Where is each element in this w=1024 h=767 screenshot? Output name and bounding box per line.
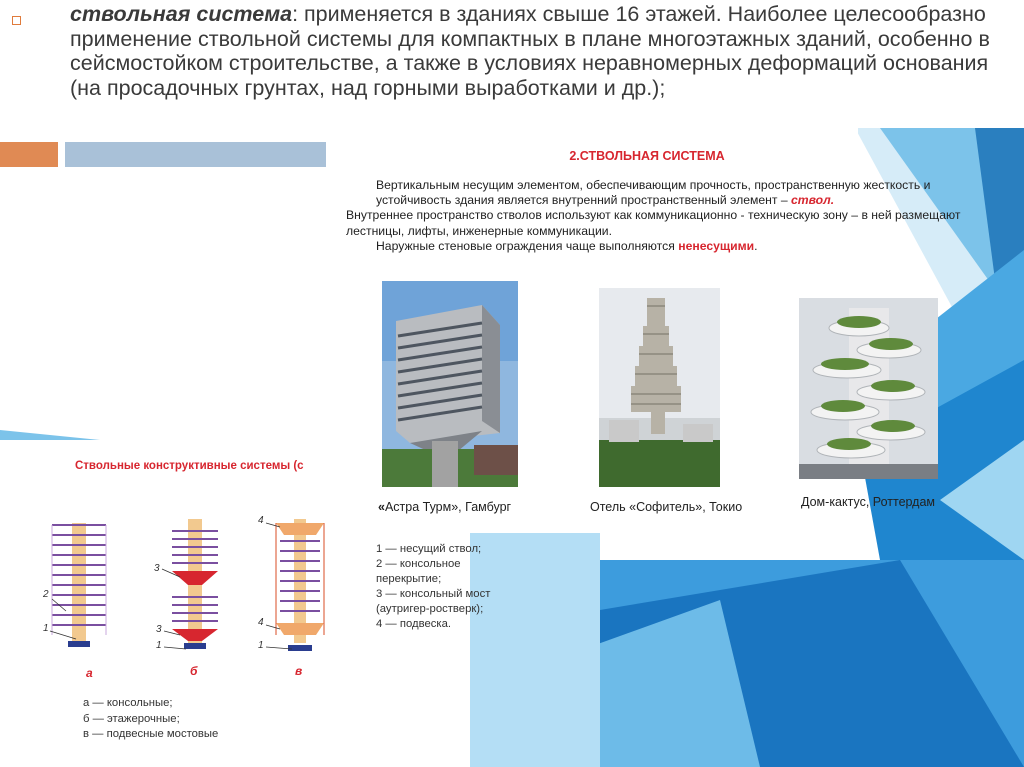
para3-emphasis: ненесущими — [678, 238, 755, 253]
diagram-letter-v: в — [295, 664, 303, 678]
callout-a-2: 2 — [43, 589, 49, 600]
callout-b-3b: 3 — [156, 624, 162, 635]
legend-item: 4 — подвеска. — [376, 618, 452, 630]
callout-a-1: 1 — [43, 623, 49, 634]
callout-b-1: 1 — [156, 640, 162, 651]
bullet-body: : применяется в зданиях свыше 16 этажей. Наиболее целесообразно применение ствольной системы для компактных в плане многоэтажных зданий, особенно в сейсмостойком строительстве, а также в условиях неравномерных деформаций основания (на просадочных грунтах, над горными выработками и др.); — [70, 2, 990, 100]
legend-item: 3 — консольный мост — [376, 588, 491, 600]
callout-v-4b: 4 — [258, 617, 264, 628]
para1-text: Вертикальным несущим элементом, обеспечивающим прочность, пространственную жесткость и устойчивость здания является внутренний пространственный элемент – — [376, 178, 931, 208]
astra-turm-caption — [378, 500, 511, 514]
callout-b-3a: 3 — [154, 563, 160, 574]
sofitel-caption: Отель «Софитель», Токио — [590, 500, 743, 514]
panel-title: 2.СТВОЛЬНАЯ СИСТЕМА — [569, 149, 725, 163]
bullet-term: ствольная система — [70, 2, 293, 26]
legend-item: 2 — консольное — [376, 558, 461, 570]
para2-text: Внутреннее пространство стволов используют как коммуникационно - техническую зону – в ней размещают лестницы, лифты, инженерные коммуникации. — [346, 208, 961, 238]
type-item: б — этажерочные; — [83, 712, 180, 725]
legend-item: (аутригер-ростверк); — [376, 603, 484, 615]
accent-bar-orange — [0, 142, 58, 167]
type-item: а — консольные; — [83, 697, 173, 709]
para1-emphasis: ствол. — [791, 193, 835, 208]
accent-bar-blue — [65, 142, 330, 167]
callout-v-4a: 4 — [258, 515, 264, 526]
caption-quote: « — [378, 500, 385, 514]
panel-description — [346, 178, 1006, 254]
bullet-marker — [12, 16, 21, 25]
cactus-house-caption: Дом-кактус, Роттердам — [801, 495, 936, 509]
bullet-text — [70, 2, 990, 100]
astra-turm-photo — [382, 281, 518, 487]
cactus-house-photo — [799, 298, 938, 479]
callout-v-1: 1 — [258, 640, 264, 651]
legend-item: 1 — несущий ствол; — [376, 543, 482, 555]
diagram-letter-a: а — [86, 666, 93, 680]
diagram-legend — [376, 542, 490, 632]
sofitel-photo — [599, 288, 720, 487]
caption-text: Астра Турм», Гамбург — [384, 500, 512, 514]
shaft-systems-diagram — [30, 505, 330, 685]
legend-item: перекрытие; — [376, 573, 442, 585]
type-item: в — подвесные мостовые — [83, 728, 219, 740]
diagram-letter-b: б — [190, 664, 198, 678]
diagram-title: Ствольные конструктивные системы (с — [75, 460, 304, 472]
para3-end: . — [754, 238, 758, 253]
para3-text: Наружные стеновые ограждения чаще выполняются — [376, 238, 679, 253]
system-types-list — [83, 696, 218, 743]
shaft-a — [72, 523, 86, 641]
